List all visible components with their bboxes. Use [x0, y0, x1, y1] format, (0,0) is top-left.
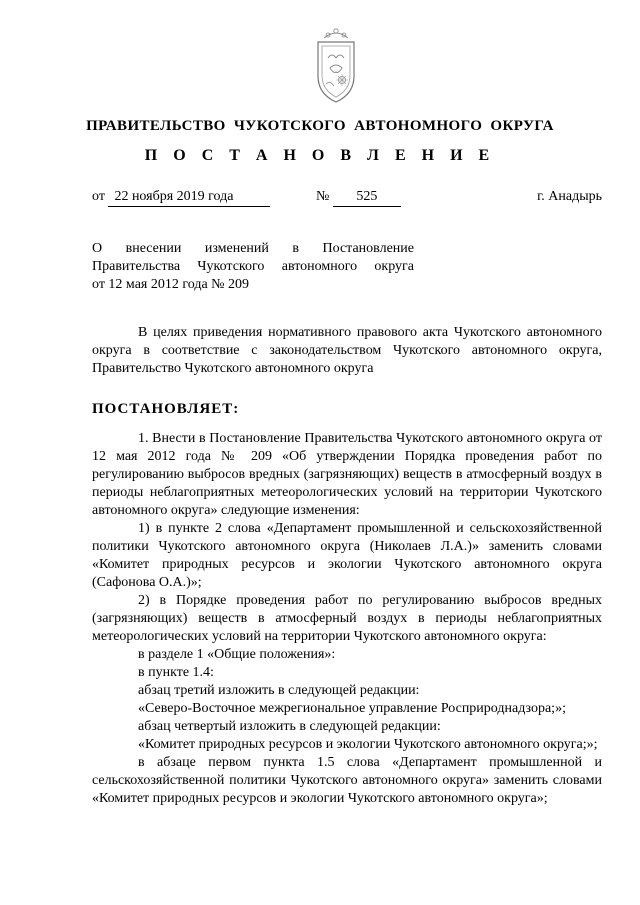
government-title: ПРАВИТЕЛЬСТВО ЧУКОТСКОГО АВТОНОМНОГО ОКРУГА [86, 118, 554, 134]
decree-heading: ПОСТАНОВЛЯЕТ: [92, 401, 240, 417]
document-number: 525 [333, 188, 401, 207]
date-prefix: от [92, 189, 105, 204]
body-paragraph: 1) в пункте 2 слова «Департамент промышленной и сельскохозяйственной политики Чукотского автономного округа (Николаев Л.А.)» заменить словами «Комитет природных ресурсов и экологии Чукотского автономного округа (Сафонова О.А.)»; [92, 521, 602, 590]
document-subject [92, 240, 414, 294]
number-line [316, 188, 401, 207]
document-date: 22 ноября 2019 года [108, 188, 270, 207]
document-body [92, 324, 602, 808]
number-prefix: № [316, 189, 330, 204]
body-paragraph: 2) в Порядке проведения работ по регулированию выбросов вредных (загрязняющих) веществ в атмосферный воздух в периоды неблагоприятных метеорологических условий на территории Чукотского автономного округа: [92, 593, 602, 644]
body-paragraph: в разделе 1 «Общие положения»: [138, 647, 336, 662]
date-line [92, 188, 270, 207]
body-paragraph: «Комитет природных ресурсов и экологии Чукотского автономного округа;»; [138, 737, 598, 752]
body-paragraph: 1. Внести в Постановление Правительства Чукотского автономного округа от 12 мая 2012 года № 209 «Об утверждении Порядка проведения работ по регулированию выбросов вредных (загрязняющих) веществ в атмосферный воздух в периоды неблагоприятных метеорологических условий на территории Чукотского автономного округа» следующие изменения: [92, 431, 602, 518]
body-paragraph: абзац четвертый изложить в следующей редакции: [138, 719, 441, 734]
document-type-title: П О С Т А Н О В Л Е Н И Е [144, 147, 496, 164]
body-paragraph: в пункте 1.4: [138, 665, 214, 680]
body-paragraph: абзац третий изложить в следующей редакции: [138, 683, 420, 698]
body-paragraph: «Северо-Восточное межрегиональное управление Росприроднадзора;»; [138, 701, 566, 716]
preamble-paragraph: В целях приведения нормативного правового акта Чукотского автономного округа в соответствие с законодательством Чукотского автономного округа, Правительство Чукотского автономного округа [92, 325, 602, 376]
subject-line: от 12 мая 2012 года № 209 [92, 277, 250, 292]
subject-line: Правительства Чукотского автономного округа [92, 259, 414, 274]
body-paragraph: в абзаце первом пункта 1.5 слова «Департамент промышленной и сельскохозяйственной политики Чукотского автономного округа» заменить словами «Комитет природных ресурсов и экологии Чукотского автономного округа»; [92, 755, 602, 806]
chukotka-coat-of-arms-icon [308, 24, 364, 108]
document-city: г. Анадырь [537, 189, 602, 204]
subject-line: О внесении изменений в Постановление [92, 241, 414, 256]
